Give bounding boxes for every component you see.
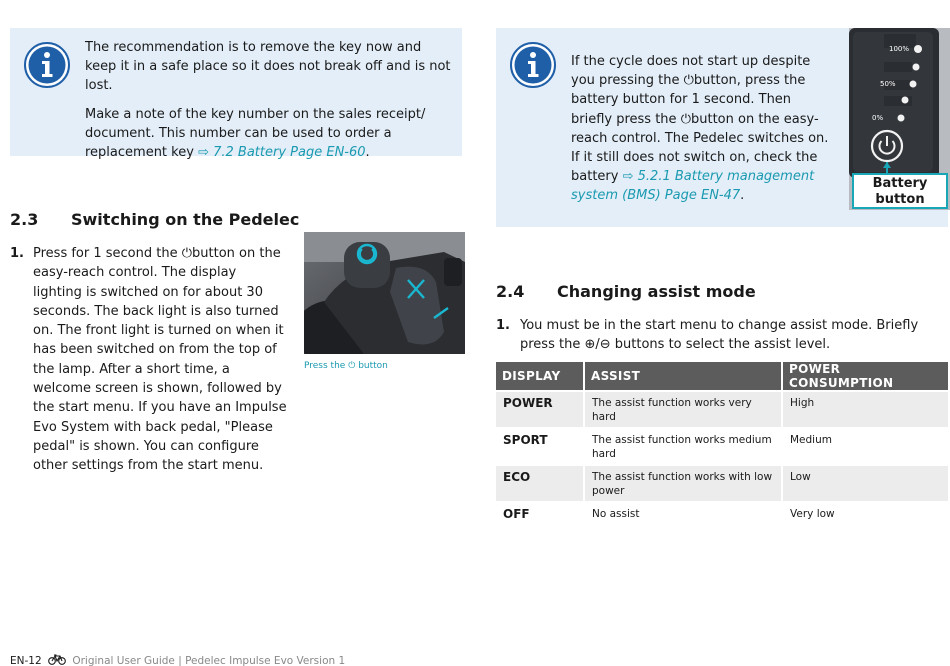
table-row [496,428,948,465]
info-box-startup: If the cycle does not start up despite you pressing the ⏻button, press the battery button for 1 second. Then briefly press the ⏻button on the easy-reach control. The Pedelec switches on. If it still does not switch on, check the battery ⇨ 5.2.1 Battery management system (BMS) Page EN-47. [496,28,948,227]
column-header-assist: ASSIST [584,362,782,391]
step-number: 1. [10,246,24,261]
table-row [496,391,948,428]
power-icon: ⏻ [181,246,193,261]
display-cell: POWER [496,391,584,428]
assist-cell: The assist function works with low power [584,465,782,502]
easy-reach-control-photo [304,232,465,354]
power-icon: ⏻ [683,73,694,89]
display-cell: SPORT [496,428,584,465]
assist-mode-table [496,362,948,524]
power-cell: Low [782,465,948,502]
battery-page-link[interactable]: ⇨ 7.2 Battery Page EN-60 [198,145,366,161]
arrow-right-icon: ⇨ [622,169,634,185]
plus-minus-icon: ⊕/⊖ [584,337,611,353]
battery-photo [849,28,950,210]
section-title: Switching on the Pedelec [71,210,300,229]
section-title: Changing assist mode [557,282,756,301]
battery-button-callout: Battery button [852,173,948,209]
battery-level-100: 100% [889,45,910,53]
power-cell: Medium [782,428,948,465]
photo-caption: Press the ⏻ button [304,361,388,371]
power-icon: ⏻ [680,111,691,127]
arrow-right-icon: ⇨ [198,145,209,161]
table-row [496,465,948,502]
info-icon [510,42,556,88]
assist-cell: The assist function works very hard [584,391,782,428]
info-icon [24,42,70,88]
section-2-3-heading [10,210,310,232]
footer-title: Original User Guide | Pedelec Impulse Evo Version 1 [72,655,346,666]
page-number: EN-12 [10,655,42,666]
table-row [496,502,948,524]
battery-level-50: 50% [880,80,896,88]
column-header-display: DISPLAY [496,362,584,391]
power-cell: High [782,391,948,428]
page-footer [10,654,345,666]
section-number: 2.3 [10,210,39,229]
bicycle-icon [48,654,66,665]
section-number: 2.4 [496,282,525,301]
section-2-4-heading [496,282,896,304]
column-header-power: POWER CONSUMPTION [782,362,948,391]
step-number: 1. [496,318,510,333]
key-removal-text: The recommendation is to remove the key now and keep it in a safe place so it does not break off and is not lost. [85,40,451,94]
power-icon: ⏻ [348,361,356,371]
battery-level-0: 0% [872,114,884,122]
bms-page-link[interactable]: ⇨ 5.2.1 Battery management system (BMS) Page EN-47 [571,169,815,204]
key-number-text: Make a note of the key number on the sales receipt/ document. This number can be used to order a replacement key [85,106,426,161]
assist-cell: The assist function works medium hard [584,428,782,465]
display-cell: OFF [496,502,584,524]
assist-cell: No assist [584,502,782,524]
display-cell: ECO [496,465,584,502]
info-box-key: The recommendation is to remove the key now and keep it in a safe place so it does not break off and is not lost. Make a note of the key number on the sales receipt/ document. This number can be used to order a replacement key ⇨ 7.2 Battery Page EN-60. [10,28,462,156]
power-cell: Very low [782,502,948,524]
